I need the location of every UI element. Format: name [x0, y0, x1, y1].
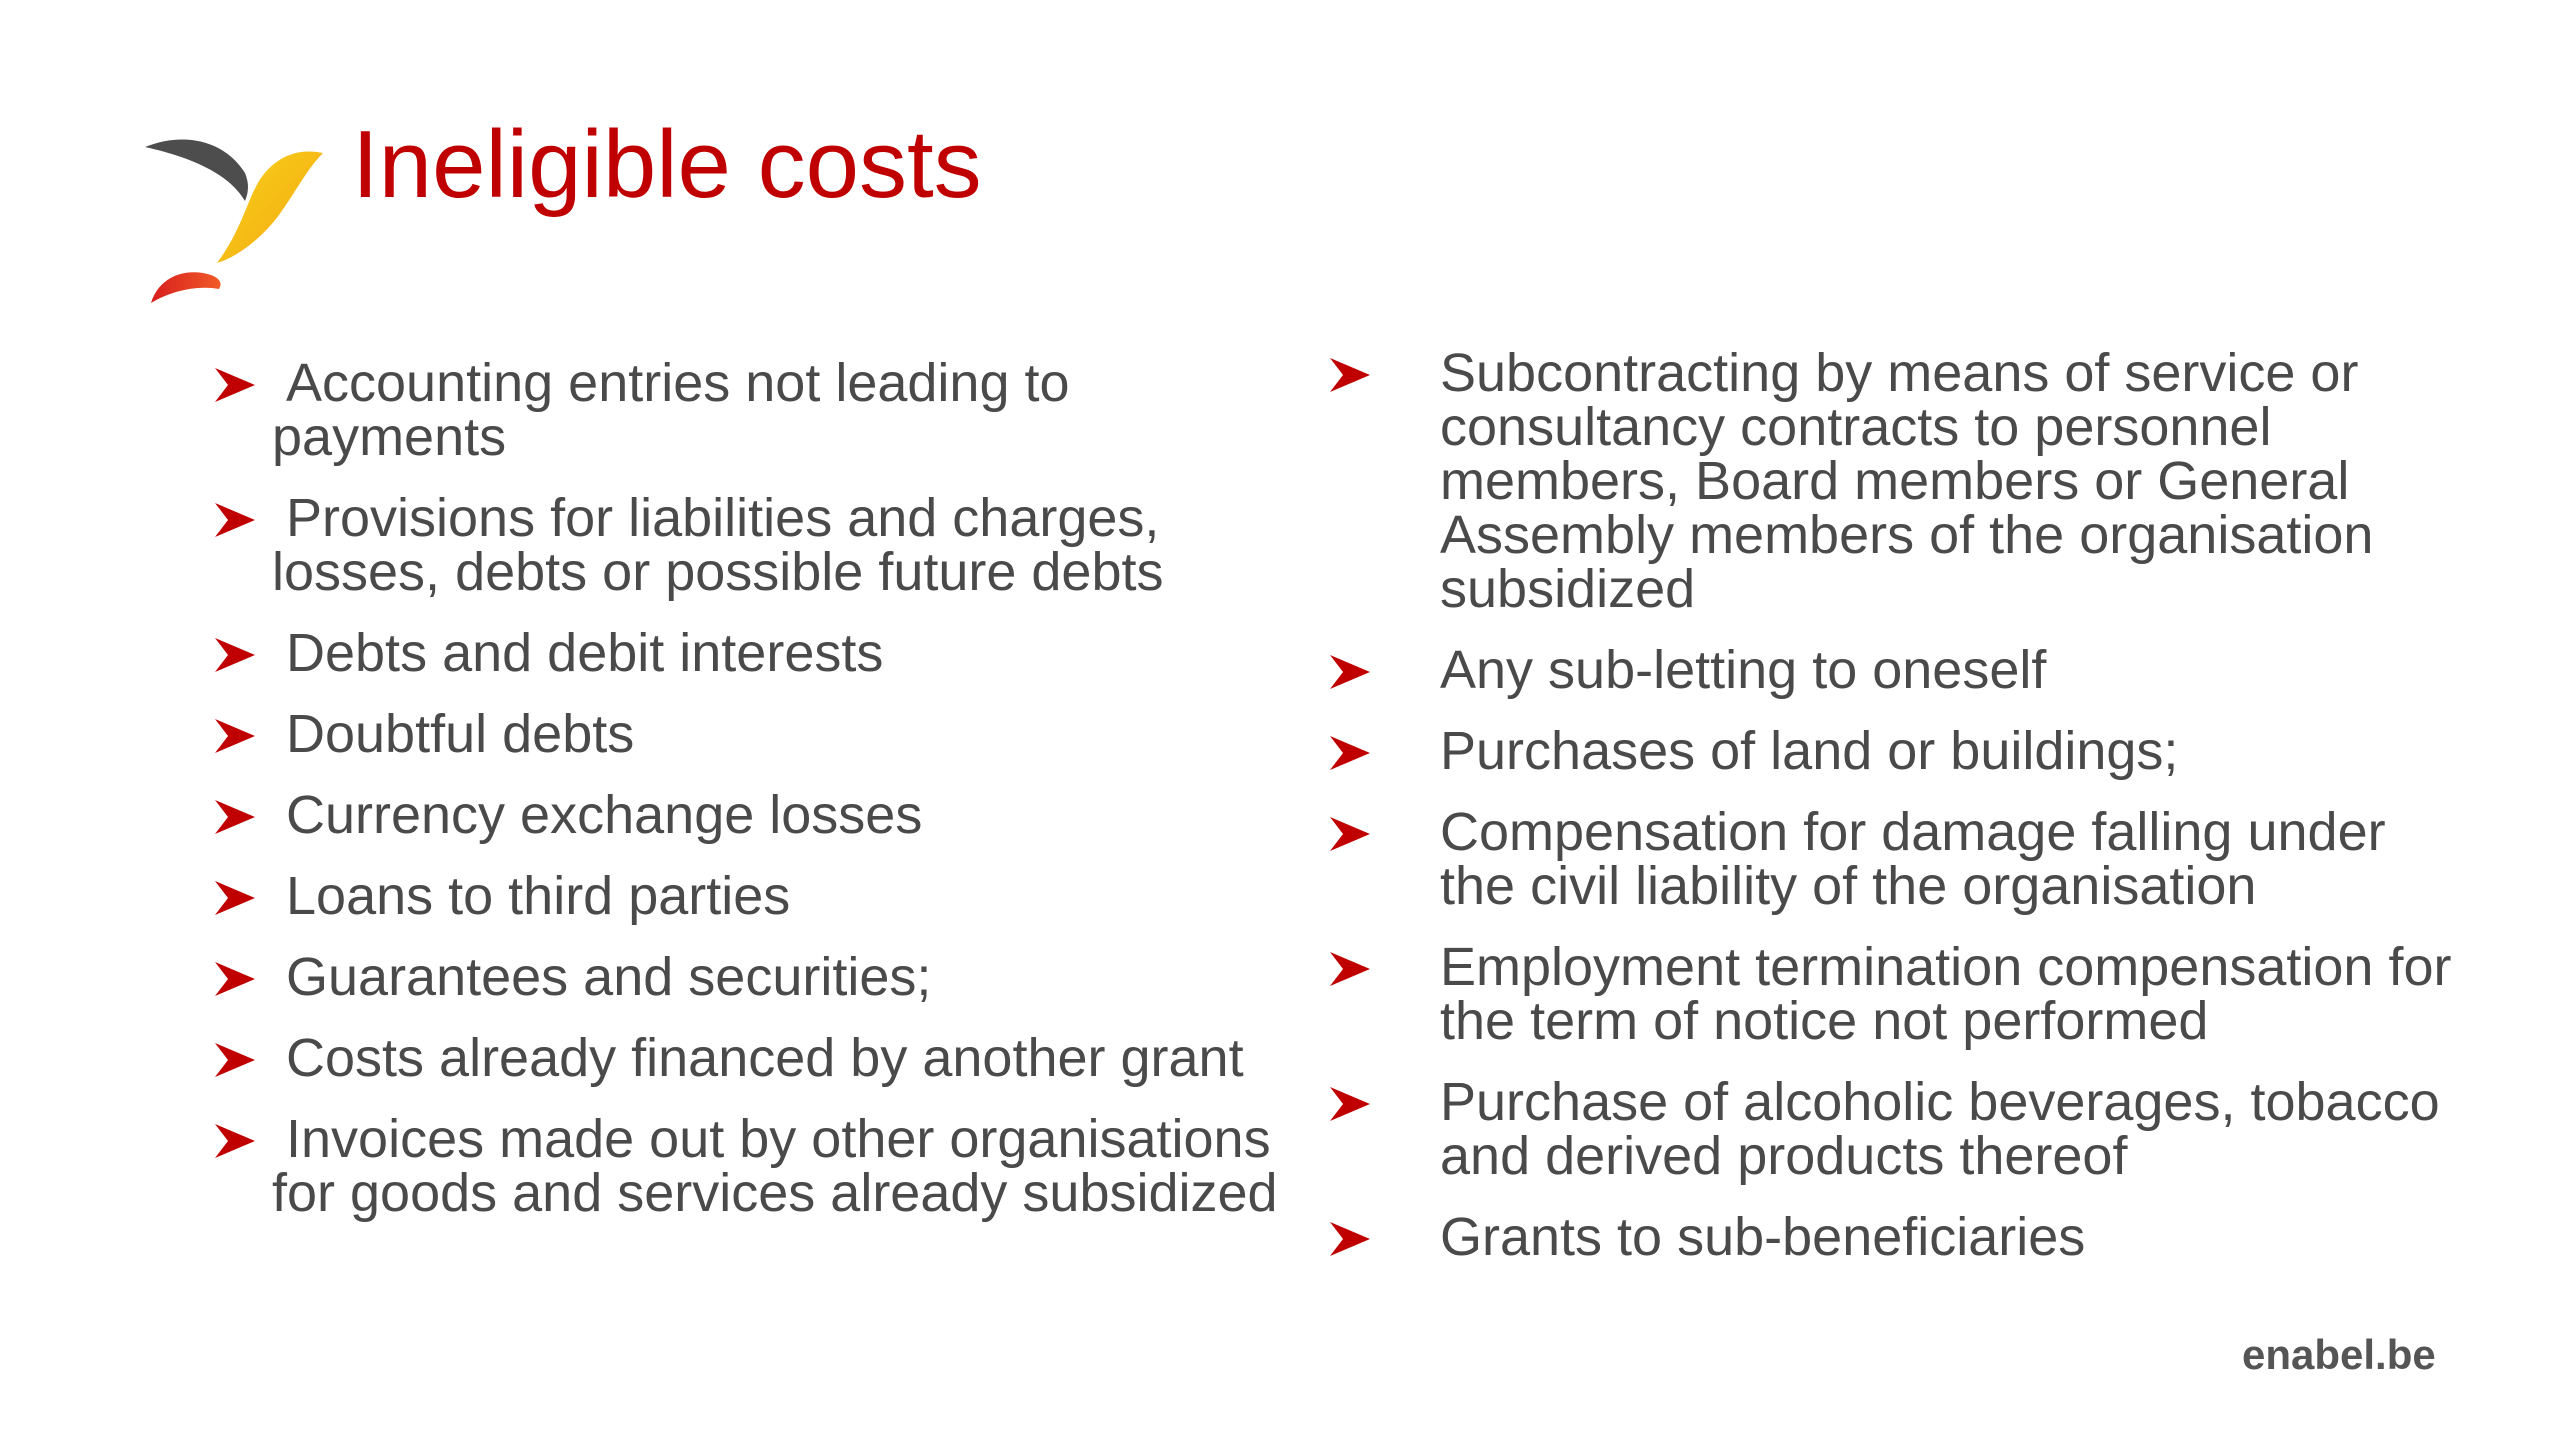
list-item-text: Employment termination compensation for the term of notice not performed: [1440, 937, 2452, 1051]
arrowhead-bullet-icon: [1330, 655, 1370, 689]
list-item-text: Loans to third parties: [286, 866, 791, 926]
page-title: Ineligible costs: [352, 111, 982, 218]
list-item: [1330, 1207, 2470, 1267]
arrowhead-bullet-icon: [215, 1043, 255, 1077]
list-item-text: Currency exchange losses: [286, 785, 923, 845]
list-item: [215, 704, 1315, 764]
list-item-text: Provisions for liabilities and charges, losses, debts or possible future debts: [272, 488, 1164, 602]
arrowhead-bullet-icon: [215, 881, 255, 915]
enabel-logo-icon: [145, 135, 325, 305]
list-item-text: Accounting entries not leading to payments: [272, 353, 1070, 467]
list-item: [1330, 937, 2470, 1051]
list-item-text: Costs already financed by another grant: [286, 1028, 1244, 1088]
list-item: [1330, 802, 2470, 916]
arrowhead-bullet-icon: [215, 503, 255, 537]
footer-brand: enabel.be: [2242, 1331, 2436, 1378]
arrowhead-bullet-icon: [1330, 358, 1370, 392]
list-item: [215, 488, 1315, 602]
arrowhead-bullet-icon: [215, 800, 255, 834]
list-item: [1330, 721, 2470, 781]
list-item-text: Subcontracting by means of service or consultancy contracts to personnel members, Board members or General Assembly members of the organisation subsidized: [1440, 343, 2374, 619]
list-item: [215, 866, 1315, 926]
arrowhead-bullet-icon: [215, 368, 255, 402]
list-item: [215, 623, 1315, 683]
arrowhead-bullet-icon: [215, 962, 255, 996]
list-item-text: Any sub-letting to oneself: [1440, 640, 2047, 700]
arrowhead-bullet-icon: [1330, 1222, 1370, 1256]
list-item: [215, 1109, 1315, 1223]
arrowhead-bullet-icon: [1330, 952, 1370, 986]
arrowhead-bullet-icon: [1330, 817, 1370, 851]
list-item-text: Debts and debit interests: [286, 623, 884, 683]
list-item: [215, 1028, 1315, 1088]
list-item-text: Grants to sub-beneficiaries: [1440, 1207, 2086, 1267]
arrowhead-bullet-icon: [215, 719, 255, 753]
list-item-text: Guarantees and securities;: [286, 947, 932, 1007]
list-item-text: Purchases of land or buildings;: [1440, 721, 2179, 781]
arrowhead-bullet-icon: [1330, 736, 1370, 770]
left-bullet-list: [215, 353, 1315, 1247]
arrowhead-bullet-icon: [1330, 1087, 1370, 1121]
list-item-text: Purchase of alcoholic beverages, tobacco and derived products thereof: [1440, 1072, 2440, 1186]
list-item-text: Compensation for damage falling under the civil liability of the organisation: [1440, 802, 2386, 916]
list-item-text: Invoices made out by other organisations for goods and services already subsidized: [272, 1109, 1278, 1223]
list-item: [215, 785, 1315, 845]
list-item-text: Doubtful debts: [286, 704, 635, 764]
list-item: [1330, 1072, 2470, 1186]
list-item: [215, 353, 1315, 467]
arrowhead-bullet-icon: [215, 638, 255, 672]
list-item: [1330, 343, 2470, 619]
list-item: [1330, 640, 2470, 700]
right-bullet-list: [1330, 343, 2470, 1291]
arrowhead-bullet-icon: [215, 1124, 255, 1158]
list-item: [215, 947, 1315, 1007]
